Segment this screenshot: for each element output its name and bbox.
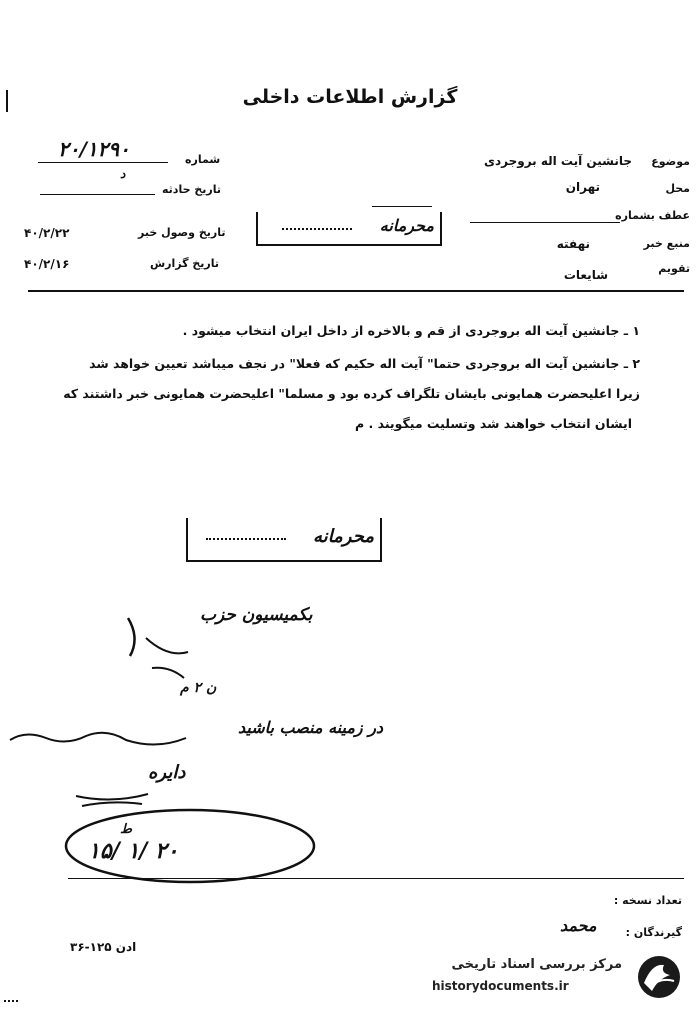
confidential-stamp-top [256,212,442,246]
annotation-2: ن ۲ م [180,680,217,696]
body-line-1: ۱ ـ جانشین آیت اله بروجردی از قم و بالاخره از داخل ایران انتخاب میشود . [182,323,640,338]
number-underline [38,162,168,163]
evaluation-value: شایعات [563,268,608,282]
subject-label: موضوع [651,155,690,168]
body-line-3: زیرا اعلیحضرت همایونی بایشان تلگراف کرده بود و مسلما" اعلیحضرت همایونی خبر داشتند که [63,386,640,401]
handwriting-stroke [6,716,246,756]
evaluation-label: تقویم [658,262,690,275]
body-line-2: ۲ ـ جانشین آیت اله بروجردی حتما" آیت اله حکیم که فعلا" در نجف میباشد تعیین خواهد شد [89,356,640,371]
number-label: شماره [185,153,221,166]
attachment-label: عطف بشماره [615,209,690,222]
archive-logo-icon [630,953,688,1001]
receipt-date-label: تاریخ وصول خبر [138,226,226,239]
receipt-date-value: ۴۰/۲/۲۲ [24,226,70,240]
watermark-site: historydocuments.ir [432,979,569,993]
annotation-3: در زمینه منصب باشید [238,718,384,737]
number-suffix: د [120,167,126,181]
page-corner-mark [4,990,18,1002]
number-value: ۲۰/۱۲۹۰ [58,137,130,161]
subject-value: جانشین آیت اله بروجردی [483,154,632,168]
confidential-stamp-middle [186,518,382,562]
location-label: محل [665,182,690,195]
location-value: تهران [565,180,600,194]
annotation-4: دایره [148,762,186,783]
stamp-dots [206,538,286,540]
report-date-label: تاریخ گزارش [150,257,220,270]
handwriting-stroke [118,608,198,688]
report-date-value: ۴۰/۲/۱۶ [24,257,70,271]
copies-label: تعداد نسخه : [613,894,682,907]
incident-date-underline [40,194,155,195]
footer-divider [68,878,684,879]
attachment-underline [470,222,620,223]
header-divider [28,290,684,292]
body-line-4: ایشان انتخاب خواهند شد وتسلیت میگویند . م [355,416,632,431]
doc-code: ۳۶-۱۲۵ ادن [70,940,137,954]
location-underline [372,206,432,207]
annotation-1: بکمیسیون حزب [200,605,313,625]
source-label: منبع خبر [643,237,690,250]
circled-note-mark: ط [120,822,133,837]
confidential-stamp-top-text: محرمانه [379,216,434,235]
stamp-dots [282,228,352,230]
source-value: نهفته [556,237,590,251]
confidential-stamp-middle-text: محرمانه [313,526,374,547]
recipients-signature: ﻣﺤﻤﺪ [560,916,597,935]
report-title: گزارش اطلاعات داخلی [242,86,458,108]
recipients-label: گیرندگان : [625,926,682,939]
circled-note: ۱۵/ ۱/ ۲۰ [88,838,179,864]
incident-date-label: تاریخ حادثه [162,183,221,196]
watermark-org-name: مرکز بررسی اسناد تاریخی [451,957,622,972]
